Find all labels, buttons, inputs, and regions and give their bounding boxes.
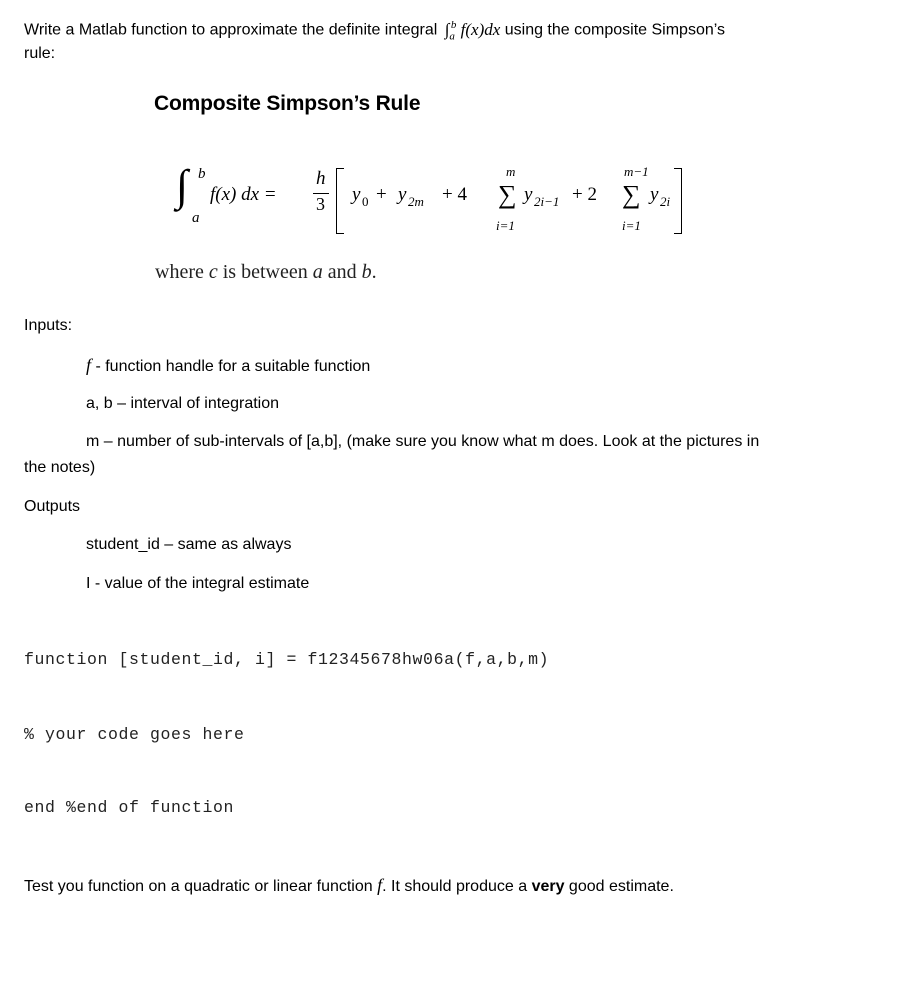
integral-sign: ∫: [176, 161, 189, 210]
footer-after: good estimate.: [564, 878, 674, 895]
footer-bold-very: very: [531, 878, 565, 895]
footer-middle: . It should produce a: [382, 878, 532, 895]
sum2-lower: i=1: [622, 218, 641, 233]
figure-title: Composite Simpson’s Rule: [154, 92, 421, 115]
integrand: f(x) dx =: [210, 184, 277, 205]
where-b: b: [361, 261, 372, 283]
y2m-symbol: y: [398, 184, 407, 205]
plus-four: + 4: [442, 184, 467, 205]
sum1-sigma: ∑: [498, 180, 517, 209]
footer-before: Test you function on a quadratic or linear function: [24, 878, 378, 895]
input-ab: a, b – interval of integration: [86, 395, 280, 412]
integral-lower-limit: a: [192, 210, 200, 226]
outputs-heading: Outputs: [24, 498, 81, 515]
fraction-denominator: 3: [316, 194, 325, 214]
input-f: [86, 355, 370, 377]
bracket-close: [674, 168, 682, 234]
footer-note: [24, 875, 674, 897]
y2i-subscript: 2i: [660, 194, 671, 209]
code-line-comment: % your code goes here: [24, 725, 245, 744]
y0-subscript: 0: [362, 194, 369, 209]
output-i: I - value of the integral estimate: [86, 575, 310, 592]
inputs-heading: Inputs:: [24, 317, 73, 334]
y0-symbol: y: [352, 184, 361, 205]
where-clause: [155, 261, 377, 284]
intro-line-2: rule:: [24, 45, 56, 62]
sum1-lower: i=1: [496, 218, 515, 233]
output-student-id: student_id – same as always: [86, 536, 292, 553]
footer-f-symbol: f: [377, 875, 383, 895]
where-word: where: [155, 261, 204, 283]
where-c: c: [208, 261, 218, 283]
y2i-1-symbol: y: [524, 184, 533, 205]
intro-text-after: using the composite Simpson’s: [504, 21, 725, 39]
sum2-sigma: ∑: [622, 180, 641, 209]
integral-upper-limit: b: [198, 166, 206, 182]
where-a: a: [312, 261, 323, 283]
code-line-function: function [student_id, i] = f12345678hw06a(f,a,b,m): [24, 650, 550, 669]
where-period: .: [371, 261, 377, 283]
y2i-1-subscript: 2i−1: [534, 194, 560, 209]
code-line-end: end %end of function: [24, 798, 235, 817]
intro-text-before: Write a Matlab function to approximate the definite integral: [24, 21, 438, 39]
bracket-open: [336, 168, 344, 234]
input-m-line-2: the notes): [24, 459, 96, 476]
sum2-upper: m−1: [624, 164, 649, 179]
plus-two: + 2: [572, 184, 597, 205]
fraction-numerator: h: [316, 168, 326, 189]
input-f-symbol: f: [86, 355, 92, 375]
inline-integral-lower: a: [449, 30, 455, 43]
where-and: and: [327, 261, 357, 283]
inline-integral: $\int_a^b$ f(x)dx: [444, 19, 501, 43]
simpson-formula: [172, 160, 732, 240]
where-between: is between: [222, 261, 308, 283]
intro-line-1: [24, 15, 725, 46]
inline-integrand: f(x)dx: [460, 19, 501, 39]
inline-integral-upper: b: [450, 19, 457, 31]
y2m-subscript: 2m: [408, 194, 424, 209]
plus-sign-1: +: [376, 184, 387, 205]
y2i-symbol: y: [650, 184, 659, 205]
input-m-line-1: m – number of sub-intervals of [a,b], (make sure you know what m does. Look at the pictures in: [86, 433, 760, 450]
sum1-upper: m: [506, 164, 516, 179]
input-f-desc: - function handle for a suitable function: [91, 358, 371, 375]
